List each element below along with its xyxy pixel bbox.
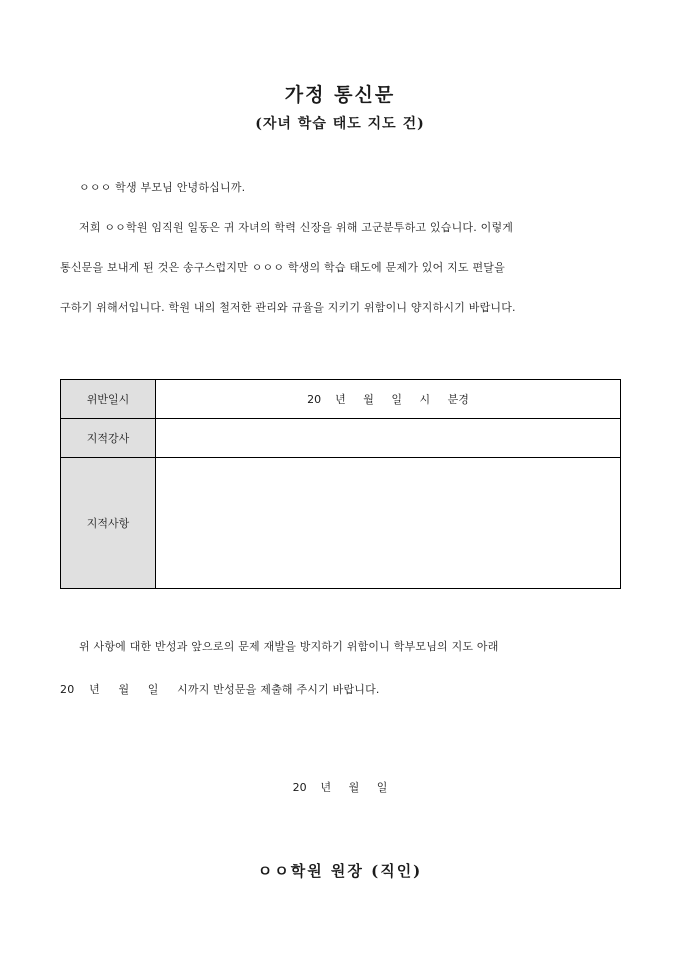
issue-date: 20 년 월 일 — [292, 781, 388, 794]
table-value-remarks — [156, 458, 621, 589]
document-subtitle: (자녀 학습 태도 지도 건) — [255, 116, 425, 132]
table-row — [61, 380, 621, 419]
violation-table — [60, 379, 621, 589]
table-label-instructor: 지적강사 — [61, 419, 156, 458]
table-row — [61, 458, 621, 589]
paragraph2-line2: 20 년 월 일 시까지 반성문을 제출해 주시기 바랍니다. — [60, 683, 380, 696]
paragraph2-line1: 위 사항에 대한 반성과 앞으로의 문제 재발을 방지하기 위함이니 학부모님의 지도 아래 — [79, 640, 499, 653]
paragraph1-line2: 통신문을 보내게 된 것은 송구스럽지만 ㅇㅇㅇ 학생의 학습 태도에 문제가 있어 지도 편달을 — [60, 261, 505, 274]
paragraph1-line3: 구하기 위해서입니다. 학원 내의 철저한 관리와 규율을 지키기 위함이니 양지하시기 바랍니다. — [60, 301, 516, 314]
paragraph1-line1: 저희 ㅇㅇ학원 임직원 일동은 귀 자녀의 학력 신장을 위해 고군분투하고 있습니다. 이렇게 — [79, 221, 514, 234]
table-row — [61, 419, 621, 458]
table-label-violation-datetime: 위반일시 — [61, 380, 156, 419]
table-value-violation-datetime: 20 년 월 일 시 분경 — [156, 380, 621, 419]
signature-line: ㅇㅇ학원 원장 (직인) — [257, 862, 423, 880]
table-value-instructor — [156, 419, 621, 458]
greeting-line: ㅇㅇㅇ 학생 부모님 안녕하십니까. — [79, 181, 246, 194]
document-title: 가정 통신문 — [284, 84, 396, 106]
table-label-remarks: 지적사항 — [61, 458, 156, 589]
